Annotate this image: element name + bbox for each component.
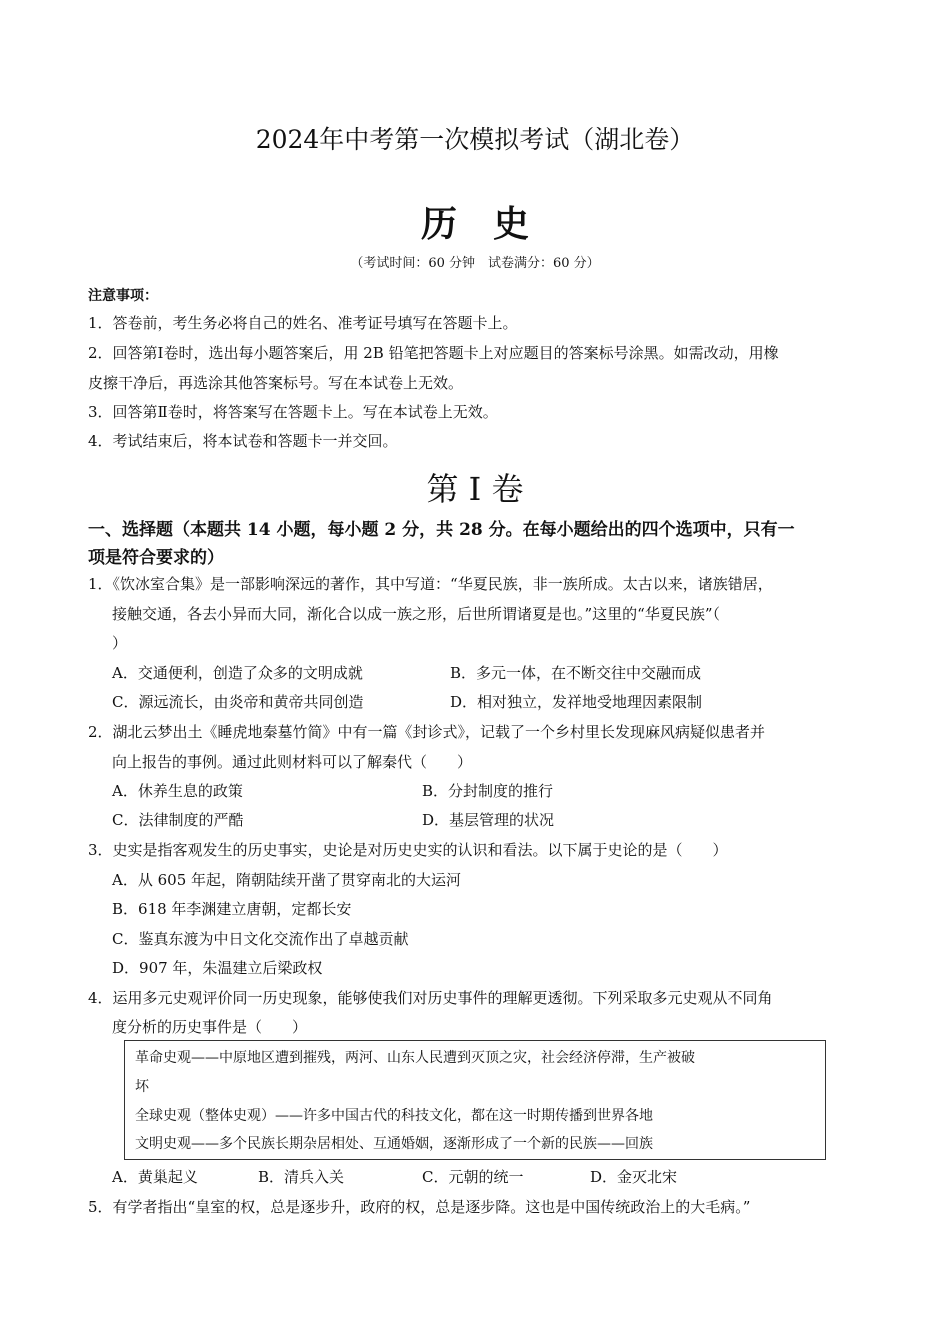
question-3-option-d: D．907 年，朱温建立后梁政权 [112, 959, 323, 977]
question-4-material-box [124, 1040, 826, 1160]
material-line: 全球史观（整体史观）——许多中国古代的科技文化，都在这一时期传播到世界各地 [135, 1108, 653, 1124]
subject-title: 历史 [420, 203, 565, 245]
question-4-option-b: B．清兵入关 [258, 1168, 345, 1186]
exam-title: 2024年中考第一次模拟考试（湖北卷） [255, 125, 695, 154]
question-2-stem: 向上报告的事例。通过此则材料可以了解秦代（ ） [112, 753, 473, 771]
part-heading: 项是符合要求的） [88, 548, 224, 568]
part-heading: 一、选择题（本题共 14 小题，每小题 2 分，共 28 分。在每小题给出的四个选项中，只有一 [88, 520, 795, 540]
question-4-option-c: C．元朝的统一 [422, 1168, 524, 1186]
question-1-option-a: A．交通便利，创造了众多的文明成就 [112, 664, 363, 682]
question-1-option-c: C．源远流长，由炎帝和黄帝共同创造 [112, 693, 364, 711]
question-4-option-d: D．金灭北宋 [590, 1168, 678, 1186]
question-2-option-b: B．分封制度的推行 [422, 782, 554, 800]
material-line: 文明史观——多个民族长期杂居相处、互通婚姻，逐渐形成了一个新的民族——回族 [135, 1136, 653, 1152]
notice-item: 皮擦干净后，再选涂其他答案标号。写在本试卷上无效。 [88, 374, 464, 392]
question-1-option-d: D．相对独立，发祥地受地理因素限制 [450, 693, 703, 711]
question-4-option-a: A．黄巢起义 [112, 1168, 198, 1186]
material-line: 坏 [135, 1079, 149, 1095]
notice-item: 2．回答第Ⅰ卷时，选出每小题答案后，用 2B 铅笔把答题卡上对应题目的答案标号涂黑。如需改动，用橡 [88, 344, 779, 362]
section-title: 第 I 卷 [426, 470, 524, 508]
question-2-option-d: D．基层管理的状况 [422, 811, 555, 829]
question-2-stem: 2．湖北云梦出土《睡虎地秦墓竹简》中有一篇《封诊式》，记载了一个乡村里长发现麻风病疑似患者并 [88, 723, 766, 741]
question-1-stem: 1．《饮冰室合集》是一部影响深远的著作，其中写道：“华夏民族，非一族所成。太古以来，诸族错居， [88, 575, 773, 593]
question-1-option-b: B．多元一体，在不断交往中交融而成 [450, 664, 702, 682]
notice-item: 4．考试结束后，将本试卷和答题卡一并交回。 [88, 432, 398, 450]
question-3-option-a: A．从 605 年起，隋朝陆续开凿了贯穿南北的大运河 [112, 871, 462, 889]
question-1-stem: 接触交通，各去小异而大同，渐化合以成一族之形，后世所谓诸夏是也。”这里的“华夏民族”（ [112, 605, 721, 623]
material-line: 革命史观——中原地区遭到摧残，两河、山东人民遭到灭顶之灾，社会经济停滞，生产被破 [135, 1050, 695, 1066]
question-2-option-c: C．法律制度的严酷 [112, 811, 244, 829]
exam-meta: （考试时间：60 分钟 试卷满分：60 分） [350, 256, 600, 271]
question-3-option-b: B．618 年李渊建立唐朝，定都长安 [112, 900, 352, 918]
notice-item: 1．答卷前，考生务必将自己的姓名、准考证号填写在答题卡上。 [88, 314, 518, 332]
notice-heading: 注意事项： [88, 288, 158, 304]
notice-item: 3．回答第Ⅱ卷时，将答案写在答题卡上。写在本试卷上无效。 [88, 403, 498, 421]
question-4-stem: 度分析的历史事件是（ ） [112, 1018, 308, 1036]
question-1-stem: ） [112, 634, 128, 652]
question-3-stem: 3．史实是指客观发生的历史事实，史论是对历史史实的认识和看法。以下属于史论的是（ ） [88, 841, 728, 859]
question-2-option-a: A．休养生息的政策 [112, 782, 243, 800]
question-3-option-c: C．鉴真东渡为中日文化交流作出了卓越贡献 [112, 930, 409, 948]
question-4-stem: 4．运用多元史观评价同一历史现象，能够使我们对历史事件的理解更透彻。下列采取多元史观从不同角 [88, 989, 773, 1007]
question-5-stem: 5．有学者指出“皇室的权，总是逐步升，政府的权，总是逐步降。这也是中国传统政治上的大毛病。” [88, 1198, 751, 1216]
